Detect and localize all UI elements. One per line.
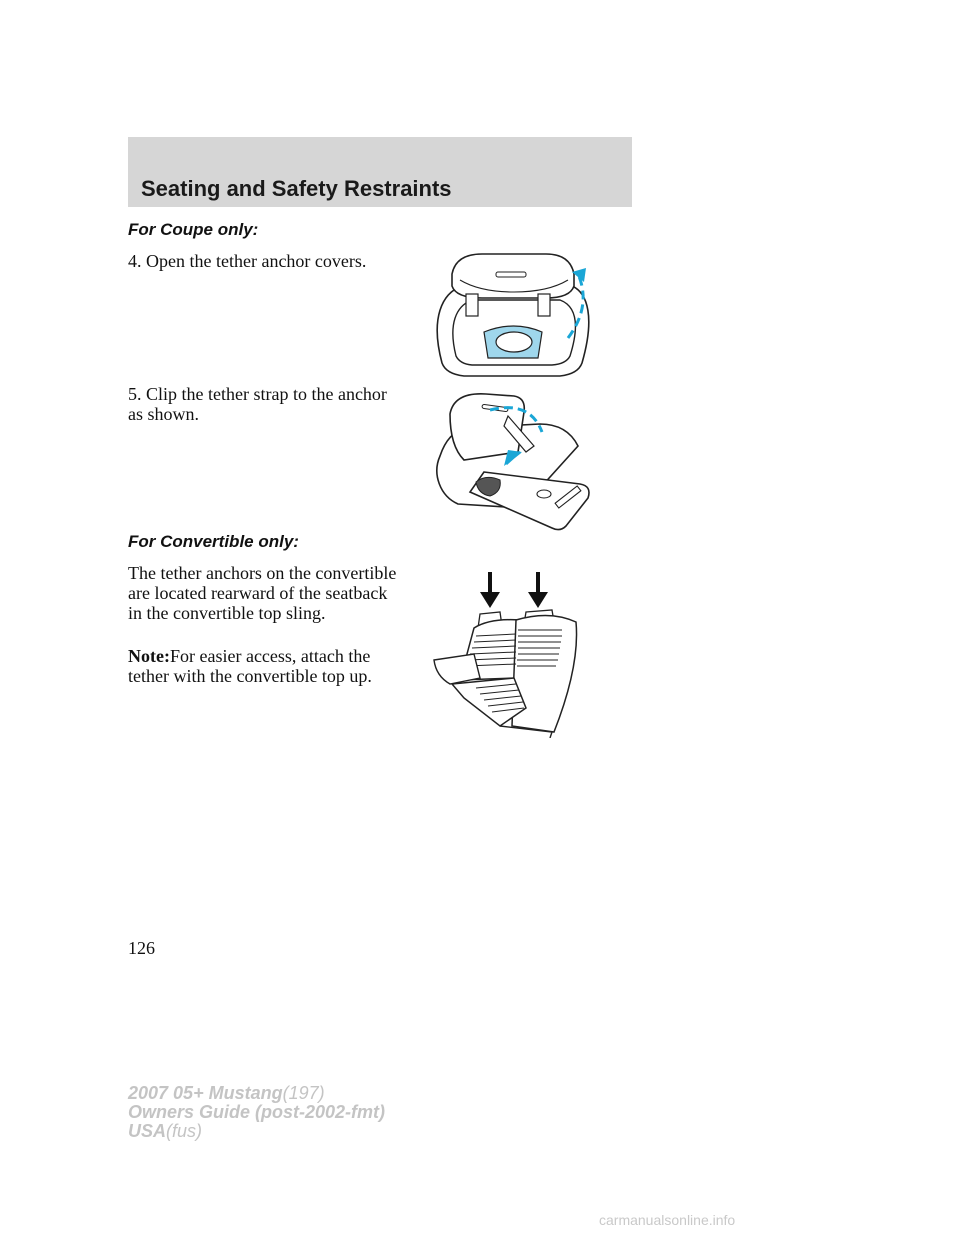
tether-clip-illustration [430, 386, 602, 532]
footer-model-code: (197) [282, 1083, 325, 1103]
footer-region-code: (fus) [166, 1121, 203, 1141]
footer-line-3 [128, 1122, 385, 1141]
coupe-subheading: For Coupe only: [128, 220, 259, 239]
note-text: For easier access, attach the tether with the convertible top up. [128, 646, 372, 686]
anchor-cover-open-illustration [430, 248, 600, 388]
section-title: Seating and Safety Restraints [141, 176, 452, 201]
convertible-rear-seat-illustration [430, 566, 584, 738]
footer-region: USA [128, 1121, 167, 1141]
footer-line-2: Owners Guide (post-2002-fmt) [128, 1102, 386, 1122]
document-footer [128, 1084, 385, 1141]
page-number: 126 [128, 938, 155, 958]
convertible-note [128, 646, 398, 686]
step-4-text: 4. Open the tether anchor covers. [128, 251, 367, 271]
section-header [128, 137, 632, 207]
note-label: Note: [128, 646, 170, 666]
convertible-paragraph: The tether anchors on the convertible are located rearward of the seatback in the convertible top sling. [128, 563, 397, 623]
step-5-text: 5. Clip the tether strap to the anchor as shown. [128, 384, 387, 424]
convertible-subheading: For Convertible only: [128, 532, 299, 551]
footer-model: 2007 05+ Mustang [128, 1083, 283, 1103]
footer-line-1 [128, 1084, 385, 1103]
site-watermark: carmanualsonline.info [599, 1212, 736, 1228]
